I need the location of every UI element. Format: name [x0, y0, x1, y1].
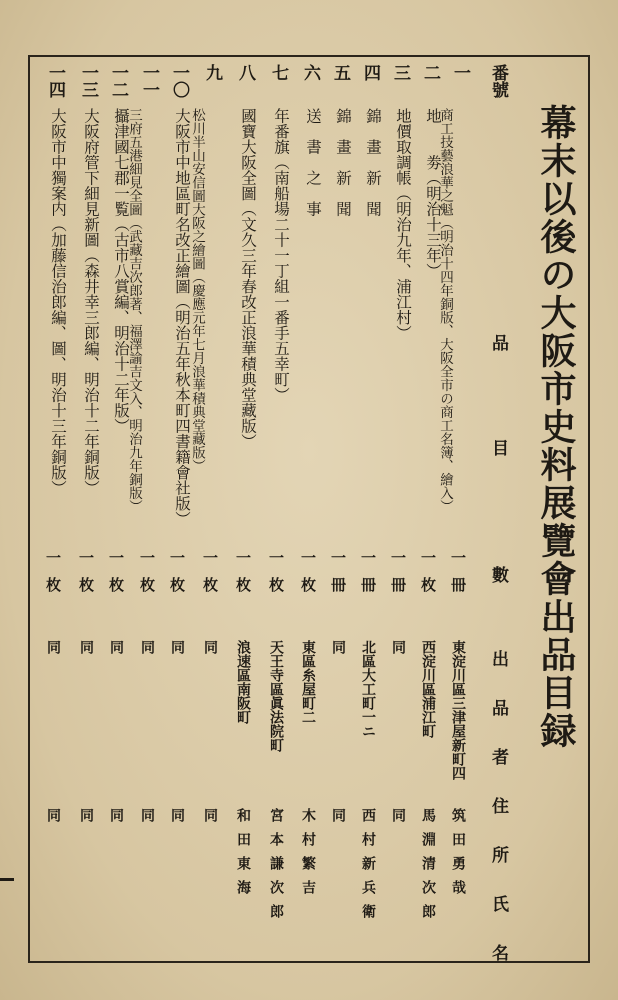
row-count: 一枚: [299, 550, 317, 604]
row-count: 一枚: [267, 550, 285, 604]
row-number: 一: [450, 64, 470, 81]
row-address: 同: [330, 640, 346, 654]
row-address: 同: [139, 640, 155, 654]
row-count: 一枚: [234, 550, 252, 604]
row-exhibitor-name: 同: [390, 808, 406, 832]
row-address: 天王寺區眞法院町: [268, 640, 284, 752]
row-address: 浪速區南阪町: [235, 640, 251, 724]
row-exhibitor-name: 同: [45, 808, 61, 832]
row-item: 地 劵（明治十三年）: [424, 108, 442, 279]
row-item: 商工技藝浪華之魁（明治十四年銅版、大阪全市の商工名簿、繪入）: [437, 108, 453, 513]
row-item: 錦 畫 新 聞: [334, 108, 352, 217]
row-exhibitor-name: 木村繁吉: [300, 808, 316, 904]
row-number: 三: [390, 64, 410, 81]
row-address: 東區糸屋町二: [300, 640, 316, 724]
header-item: 品 目: [488, 334, 508, 460]
row-number: 一三: [78, 64, 98, 98]
row-item: 國寶大阪全圖（文久三年春改正浪華積典堂藏版）: [239, 108, 257, 449]
header-count: 數: [488, 566, 508, 583]
row-item: 送 書 之 事: [304, 108, 322, 217]
row-number: 一四: [45, 64, 65, 98]
row-number: 四: [360, 64, 380, 81]
row-exhibitor-name: 同: [330, 808, 346, 832]
row-number: 二: [420, 64, 440, 81]
row-exhibitor-name: 同: [202, 808, 218, 832]
row-count: 一冊: [449, 550, 467, 604]
row-address: 同: [202, 640, 218, 654]
row-count: 一枚: [138, 550, 156, 604]
row-address: 同: [45, 640, 61, 654]
row-address: 同: [108, 640, 124, 654]
row-count: 一枚: [44, 550, 62, 604]
row-count: 一冊: [389, 550, 407, 604]
row-number: 一一: [139, 64, 159, 98]
header-exhibitor: 出 品 者 住 所 氏 名: [488, 650, 508, 967]
row-count: 一冊: [329, 550, 347, 604]
row-number: 一二: [108, 64, 128, 98]
row-number: 七: [268, 64, 288, 81]
row-address: 同: [78, 640, 94, 654]
row-count: 一枚: [77, 550, 95, 604]
row-count: 一枚: [201, 550, 219, 604]
row-number: 九: [202, 64, 222, 81]
row-exhibitor-name: 宮本謙次郎: [268, 808, 284, 928]
row-address: 西淀川區浦江町: [420, 640, 436, 738]
row-exhibitor-name: 同: [139, 808, 155, 832]
row-item: 年番旗（南船場二十一丁組一番手五幸町）: [272, 108, 290, 403]
row-address: 北區大工町一ニ: [360, 640, 376, 738]
row-number: 五: [330, 64, 350, 81]
row-item: 松川半山安信圖大阪之繪圖（慶應元年七月浪華積典堂藏版）: [189, 108, 205, 473]
row-count: 一冊: [359, 550, 377, 604]
row-number: 一〇: [169, 64, 189, 98]
row-item: 大阪市中獨案内（加藤信治郎編、圖、明治十三年銅版）: [49, 108, 67, 496]
row-exhibitor-name: 同: [108, 808, 124, 832]
page-title: 幕末以後の大阪市史料展覽會出品目録: [535, 104, 577, 750]
row-number: 八: [235, 64, 255, 81]
row-count: 一枚: [168, 550, 186, 604]
margin-mark: [0, 878, 14, 881]
row-exhibitor-name: 同: [169, 808, 185, 832]
row-exhibitor-name: 和田東海: [235, 808, 251, 904]
row-address: 同: [169, 640, 185, 654]
row-number: 六: [300, 64, 320, 81]
row-exhibitor-name: 馬淵清次郎: [420, 808, 436, 928]
row-exhibitor-name: 同: [78, 808, 94, 832]
row-item: 攝津國七郡一覧（古市八賞編、明治十二年版）: [112, 108, 130, 434]
row-item: 大阪市中地區町名改正繪圖（明治五年秋本町四書籍會社版）: [173, 108, 191, 527]
row-exhibitor-name: 西村新兵衛: [360, 808, 376, 928]
row-item: 大阪府管下細見新圖（森井幸三郎編、明治十二年銅版）: [82, 108, 100, 496]
row-count: 一枚: [419, 550, 437, 604]
row-item: 三府五港細見全圖（武藏吉次郎著、福澤諭吉文入、明治九年銅版）: [126, 108, 142, 513]
row-item: 地價取調帳（明治九年、浦江村）: [394, 108, 412, 341]
header-number: 番號: [488, 64, 508, 98]
row-item: 錦 畫 新 聞: [364, 108, 382, 217]
row-count: 一枚: [107, 550, 125, 604]
row-exhibitor-name: 筑田勇哉: [450, 808, 466, 904]
row-address: 同: [390, 640, 406, 654]
row-address: 東淀川區三津屋新町四: [450, 640, 466, 780]
